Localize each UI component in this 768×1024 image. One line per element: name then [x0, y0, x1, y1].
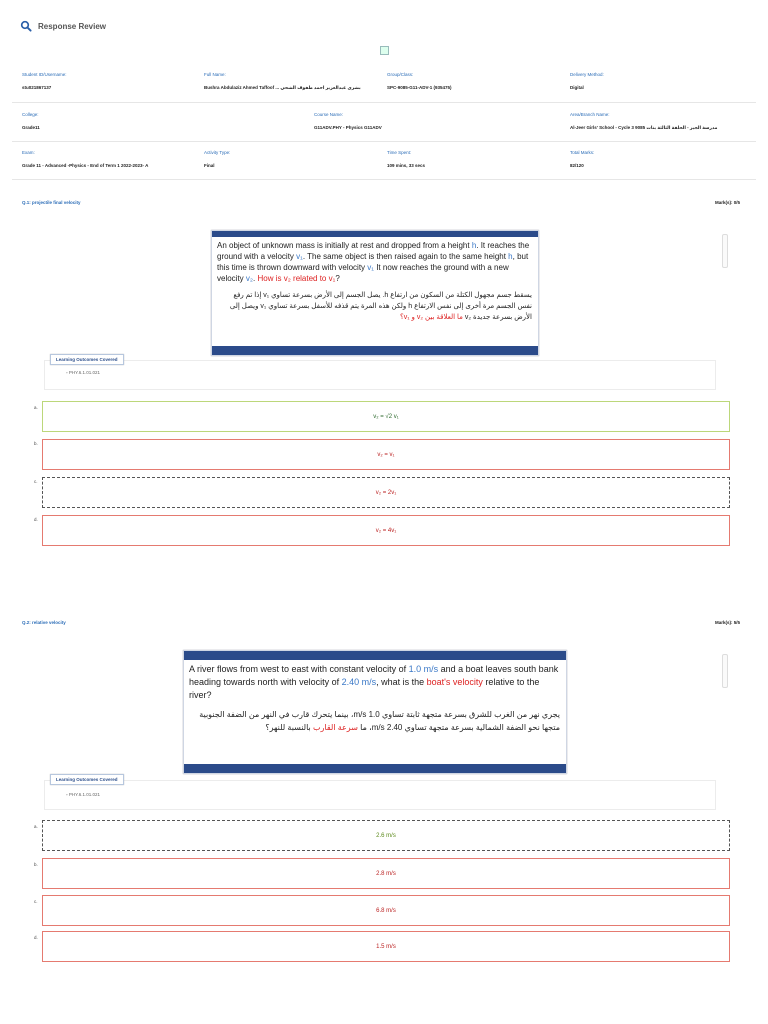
q2-option-b[interactable]: 2.8 m/s [42, 858, 730, 889]
side-toggle[interactable] [722, 654, 728, 688]
question-text-fragment: , but this time is thrown downward with velocity [217, 252, 529, 272]
question-text-fragment: h [508, 252, 513, 261]
question-footer-bar [184, 764, 566, 773]
info-time-spent: Time Spent: 109 mins, 33 secs [387, 150, 426, 168]
q2-option-a[interactable]: 2.6 m/s [42, 820, 730, 851]
option-letter: a. [34, 824, 38, 829]
question-1-text-ar: يسقط جسم مجهول الكتلة من السكون من ارتفاع h. يصل الجسم إلى الأرض بسرعة تساوي v₁ إذا تم رفع نفس الجسم مرة أخرى إلى نفس الارتفاع h ولكن هذه المرة يتم قذفه للأسفل بسرعة تساوي v₁ ويصل إلى الأرض بسرعة جديدة v₂ ما العلاقة بين v₂ و v₁؟ [229, 292, 532, 321]
option-letter: c. [34, 479, 38, 484]
option-letter: d. [34, 935, 38, 940]
option-letter: c. [34, 899, 38, 904]
q1-option-a[interactable]: v₂ = √2 v₁ [42, 401, 730, 432]
question-text-fragment: How is v₂ related to v₁ [257, 274, 336, 283]
question-text-fragment: ? [335, 274, 340, 283]
question-text-fragment: . It reaches the ground with a velocity [217, 241, 530, 261]
question-text-fragment: relative to the river? [189, 677, 540, 700]
q1-option-b[interactable]: v₂ = v₁ [42, 439, 730, 470]
divider [12, 179, 756, 180]
question-1-marks: Mark(s): 0/5 [714, 200, 740, 205]
info-delivery-method: Delivery Method: Digital [570, 72, 604, 90]
q1-option-c[interactable]: v₂ = 2v₁ [42, 477, 730, 508]
question-header-bar [184, 651, 566, 660]
q2-option-d[interactable]: 1.5 m/s [42, 931, 730, 962]
divider [12, 141, 756, 142]
question-text-fragment: boat's velocity [426, 677, 483, 687]
question-2-title: Q.2: relative velocity [22, 620, 66, 625]
divider [12, 102, 756, 103]
question-text-fragment: h [471, 241, 477, 250]
question-1-image [211, 230, 539, 356]
info-exam: Exam: Grade 11 - Advanced -Physics - End of Term 1 2022-2023- A [22, 150, 149, 168]
question-text-fragment: , what is the [376, 677, 427, 687]
q2-option-c[interactable]: 6.8 m/s [42, 895, 730, 926]
broken-image-icon [380, 46, 389, 55]
learning-outcome-item: ▫ PHY.6.1.01.021 [66, 370, 101, 375]
learning-outcomes-heading: Learning Outcomes Covered [50, 774, 124, 785]
question-1-text-en [212, 237, 538, 284]
learning-outcomes-box [44, 360, 716, 390]
question-text-fragment: 1.0 m/s [408, 664, 439, 674]
question-text-fragment: v₁ [296, 252, 303, 261]
option-letter: a. [34, 405, 38, 410]
option-letter: b. [34, 441, 38, 446]
search-icon [20, 20, 32, 32]
question-text-fragment: . The same object is then raised again to the same height [302, 252, 509, 261]
q1-option-d[interactable]: v₂ = 4v₁ [42, 515, 730, 546]
question-text-fragment: It now reaches the ground with a new velocity [217, 263, 509, 283]
info-full-name: Full Name: Bushra Abdulaziz Ahmed Taffoof ... بشرى عبدالعزيز احمد طفوف الشحي [204, 72, 361, 90]
question-text-fragment: v₂ [245, 274, 254, 283]
header [20, 20, 106, 32]
option-letter: b. [34, 862, 38, 867]
side-toggle[interactable] [722, 234, 728, 268]
question-text-fragment: A river flows from west to east with constant velocity of [189, 664, 409, 674]
question-2-image [183, 650, 567, 774]
question-text-fragment: v₁ [367, 263, 374, 272]
option-letter: d. [34, 517, 38, 522]
question-2-text-en [184, 660, 566, 702]
info-course-name: Course Name: G11ADV.PHY - Physics G11ADV [314, 112, 382, 130]
page-title: Response Review [38, 21, 107, 31]
learning-outcomes-box [44, 780, 716, 810]
question-1-title: Q.1: projectile final velocity [22, 200, 81, 205]
question-text-fragment: . [253, 274, 258, 283]
question-text-fragment: An object of unknown mass is initially at rest and dropped from a height [217, 241, 472, 250]
question-footer-bar [212, 346, 538, 355]
info-total-marks: Total Marks: 82/120 [570, 150, 595, 168]
question-text-fragment: 2.40 m/s [341, 677, 377, 687]
info-student-id: Student ID/Username: stu021867137 [22, 72, 67, 90]
learning-outcomes-heading: Learning Outcomes Covered [50, 354, 124, 365]
info-group-class: Group/Class: SPC-9085-G11-ADV-1 (935475) [387, 72, 452, 90]
info-area-branch: Area/Branch Name: Al-Jeer Girls' School - Cycle 3 9085 مدرسة الجير - الحلقة الثالثة بنات [570, 112, 718, 130]
learning-outcome-item: ▫ PHY.6.1.01.021 [66, 792, 101, 797]
info-college: College: Grade11 [22, 112, 40, 130]
question-2-text-ar: يجري نهر من الغرب للشرق بسرعة متجهة ثابتة تساوي 1.0 m/s، بينما يتحرك قارب في النهر من الضفة الجنوبية متجها نحو الضفة الشمالية بسرعة متجهة تساوي 2.40 m/s، ما سرعة القارب بالنسبة للنهر؟ [199, 710, 560, 732]
question-text-fragment: and a boat leaves south bank heading towards north with velocity of [189, 664, 559, 687]
question-2-marks: Mark(s): 5/5 [714, 620, 740, 625]
info-activity-type: Activity Type: Final [204, 150, 231, 168]
